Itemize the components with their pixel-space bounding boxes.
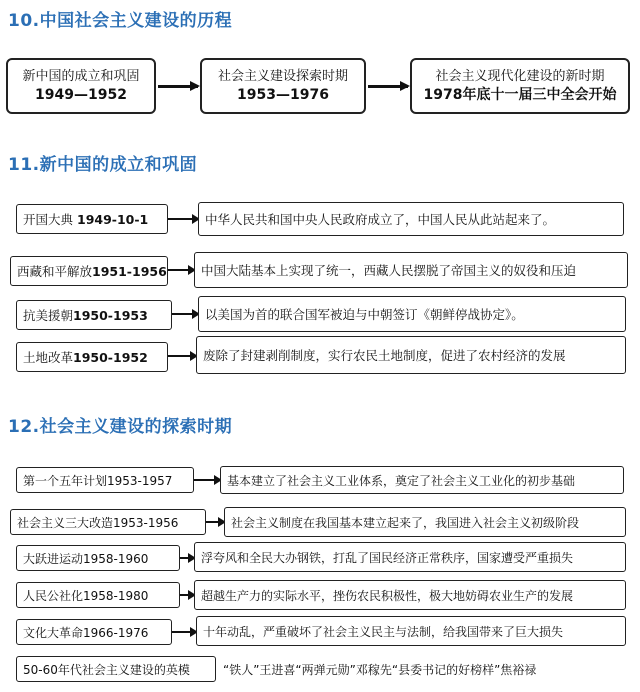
explore-desc-text: 超越生产力的实际水平，挫伤农民积极性，极大地妨碍农业生产的发展 bbox=[201, 588, 574, 603]
explore-desc-1 bbox=[220, 466, 624, 494]
event-name: 土地改革 bbox=[23, 350, 74, 365]
explore-desc-4 bbox=[194, 580, 626, 610]
event-arrow-3 bbox=[172, 313, 198, 315]
event-name: 开国大典 bbox=[23, 212, 74, 227]
explore-desc-6 bbox=[216, 654, 628, 684]
event-arrow-2 bbox=[168, 269, 194, 271]
event-desc-4 bbox=[196, 336, 626, 374]
explore-label-4 bbox=[16, 582, 180, 608]
explore-label-text: 第一个五年计划1953-1957 bbox=[23, 473, 173, 488]
event-label-3 bbox=[16, 300, 172, 330]
event-desc-text: 中华人民共和国中央人民政府成立了，中国人民从此站起来了。 bbox=[205, 212, 556, 227]
event-desc-1 bbox=[198, 202, 624, 236]
timeline-box-1-title: 新中国的成立和巩固 bbox=[22, 69, 140, 84]
timeline-box-2-title: 社会主义建设探索时期 bbox=[217, 69, 348, 84]
event-label-4 bbox=[16, 342, 168, 372]
timeline-box-2-years: 1953—1976 bbox=[237, 87, 329, 103]
explore-label-5 bbox=[16, 619, 172, 645]
explore-label-text: 50-60年代社会主义建设的英模 bbox=[23, 662, 190, 677]
explore-desc-3 bbox=[194, 542, 626, 572]
event-date: 1951-1956 bbox=[92, 263, 167, 279]
explore-arrow-3 bbox=[180, 557, 194, 559]
section-10-heading: 10.中国社会主义建设的历程 bbox=[8, 11, 233, 31]
explore-arrow-5 bbox=[172, 631, 196, 633]
event-arrow-1 bbox=[168, 218, 198, 220]
explore-desc-text: 浮夸风和全民大办钢铁，打乱了国民经济正常秩序，国家遭受严重损失 bbox=[201, 550, 574, 565]
explore-arrow-1 bbox=[194, 479, 220, 481]
section-12-heading: 12.社会主义建设的探索时期 bbox=[8, 417, 233, 437]
section-11-heading: 11.新中国的成立和巩固 bbox=[8, 155, 198, 175]
event-arrow-4 bbox=[168, 355, 196, 357]
explore-label-text: 文化大革命1966-1976 bbox=[23, 625, 149, 640]
event-date: 1950-1953 bbox=[73, 307, 148, 323]
event-name: 西藏和平解放 bbox=[17, 264, 93, 279]
timeline-arrow-1 bbox=[158, 85, 198, 88]
explore-label-1 bbox=[16, 467, 194, 493]
event-date: 1950-1952 bbox=[73, 349, 148, 365]
explore-label-text: 大跃进运动1958-1960 bbox=[23, 551, 149, 566]
explore-label-text: 人民公社化1958-1980 bbox=[23, 588, 149, 603]
timeline-box-1 bbox=[6, 58, 156, 114]
explore-label-text: 社会主义三大改造1953-1956 bbox=[17, 515, 179, 530]
event-desc-2 bbox=[194, 252, 628, 288]
event-date: 1949-10-1 bbox=[77, 211, 149, 227]
timeline-box-1-years: 1949—1952 bbox=[35, 87, 127, 103]
explore-arrow-4 bbox=[180, 594, 194, 596]
explore-desc-2 bbox=[224, 507, 626, 537]
explore-desc-text: 社会主义制度在我国基本建立起来了，我国进入社会主义初级阶段 bbox=[231, 515, 580, 530]
explore-desc-text: “铁人”王进喜“两弹元勋”邓稼先“县委书记的好榜样”焦裕禄 bbox=[223, 662, 537, 677]
explore-label-2 bbox=[10, 509, 206, 535]
explore-desc-5 bbox=[196, 616, 626, 646]
event-label-2 bbox=[10, 256, 168, 286]
explore-label-6 bbox=[16, 656, 216, 682]
event-label-1 bbox=[16, 204, 168, 234]
timeline-arrow-2 bbox=[368, 85, 408, 88]
event-desc-text: 中国大陆基本上实现了统一，西藏人民摆脱了帝国主义的奴役和压迫 bbox=[201, 263, 577, 278]
explore-desc-text: 基本建立了社会主义工业体系，奠定了社会主义工业化的初步基础 bbox=[227, 473, 576, 488]
event-desc-text: 以美国为首的联合国军被迫与中朝签订《朝鲜停战协定》。 bbox=[205, 307, 524, 322]
timeline-box-2 bbox=[200, 58, 366, 114]
explore-label-3 bbox=[16, 545, 180, 571]
timeline-box-3 bbox=[410, 58, 630, 114]
timeline-box-3-years: 1978年底十一届三中全会开始 bbox=[423, 87, 617, 103]
event-desc-text: 废除了封建剥削制度，实行农民土地制度，促进了农村经济的发展 bbox=[203, 348, 566, 363]
event-name: 抗美援朝 bbox=[23, 308, 74, 323]
explore-desc-text: 十年动乱，严重破坏了社会主义民主与法制，给我国带来了巨大损失 bbox=[203, 624, 564, 639]
event-desc-3 bbox=[198, 296, 626, 332]
timeline-box-3-title: 社会主义现代化建设的新时期 bbox=[435, 69, 605, 84]
explore-arrow-2 bbox=[206, 521, 224, 523]
